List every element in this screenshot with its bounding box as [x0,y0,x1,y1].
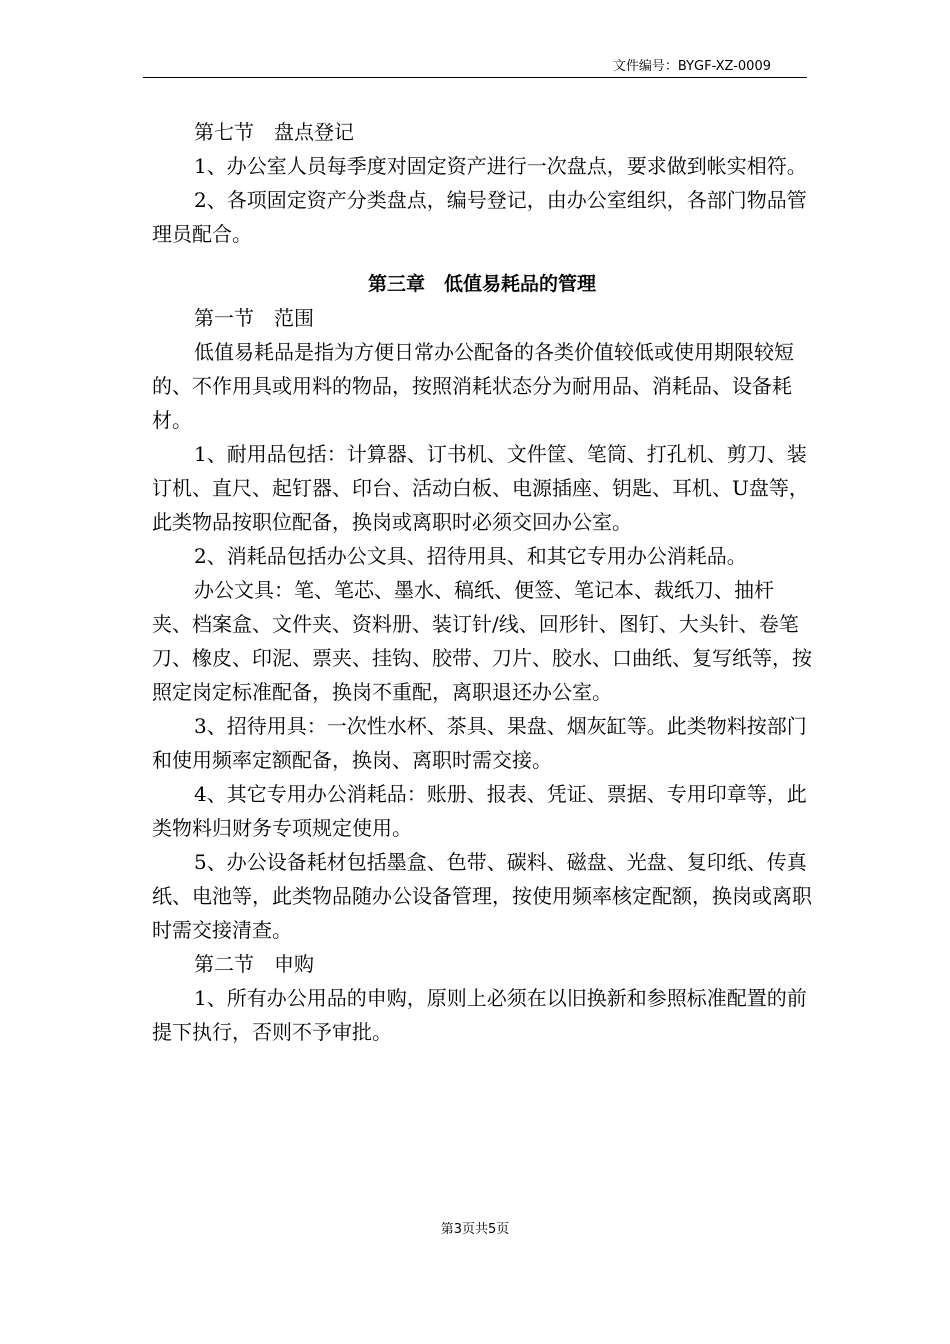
page-number: 第3页共5页 [440,1222,510,1237]
paragraph: 5、办公设备耗材包括墨盒、色带、碳料、磁盘、光盘、复印纸、传真纸、电池等，此类物品随办公设备管理，按使用频率核定配额，换岗或离职时需交接清查。 [152,850,812,942]
paragraph: 低值易耗品是指为方便日常办公配备的各类价值较低或使用期限较短的、不作用具或用料的物品，按照消耗状态分为耐用品、消耗品、设备耗材。 [152,340,794,432]
paragraph: 1、办公室人员每季度对固定资产进行一次盘点，要求做到帐实相符。 [194,154,807,178]
page-footer [0,1218,950,1237]
chapter-3-title: 第三章 低值易耗品的管理 [367,273,596,295]
document-number: 文件编号：BYGF-XZ-0009 [612,59,771,74]
paragraph: 2、消耗品包括办公文具、招待用具、和其它专用办公消耗品。 [194,544,747,568]
paragraph: 4、其它专用办公消耗品：账册、报表、凭证、票据、专用印章等，此类物料归财务专项规定使用。 [152,782,807,840]
paragraph: 办公文具：笔、笔芯、墨水、稿纸、便签、笔记本、裁纸刀、抽杆夹、档案盒、文件夹、资料册、装订针/线、回形针、图钉、大头针、卷笔刀、橡皮、印泥、票夹、挂钩、胶带、刀片、胶水、口曲纸、复写纸等，按照定岗定标准配备，换岗不重配，离职退还办公室。 [152,578,812,704]
document-body [152,115,812,1049]
paragraph: 1、所有办公用品的申购，原则上必须在以旧换新和参照标准配置的前提下执行，否则不予审批。 [152,986,807,1044]
paragraph: 2、各项固定资产分类盘点，编号登记，由办公室组织，各部门物品管理员配合。 [152,188,807,246]
page-header [143,56,807,78]
section-1-title: 第一节 范围 [194,306,314,330]
section-2-title: 第二节 申购 [194,952,314,976]
section-7-title: 第七节 盘点登记 [194,120,354,144]
paragraph: 1、耐用品包括：计算器、订书机、文件筐、笔筒、打孔机、剪刀、装订机、直尺、起钉器、印台、活动白板、电源插座、钥匙、耳机、U盘等，此类物品按职位配备，换岗或离职时必须交回办公室。 [152,442,809,534]
paragraph: 3、招待用具：一次性水杯、茶具、果盘、烟灰缸等。此类物料按部门和使用频率定额配备，换岗、离职时需交接。 [152,714,807,772]
